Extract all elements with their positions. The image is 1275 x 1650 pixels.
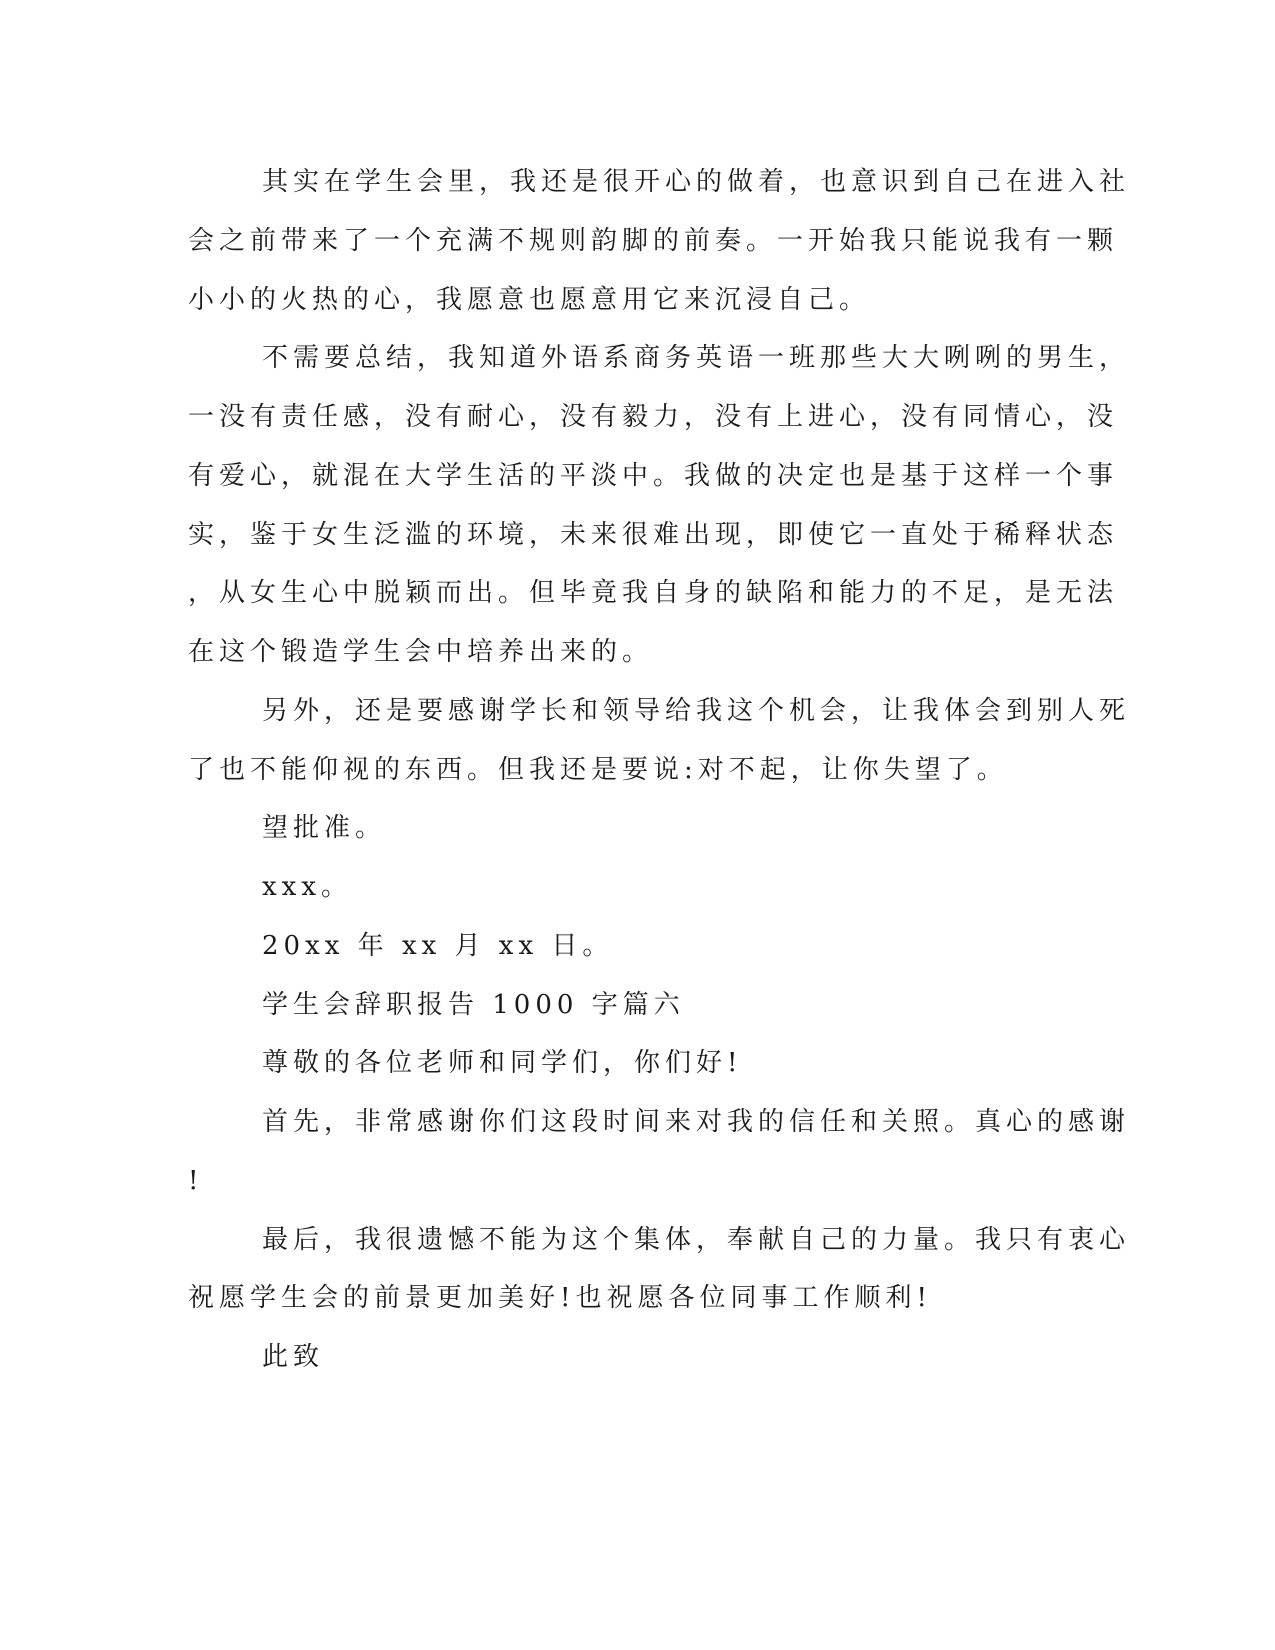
text-line: 会之前带来了一个充满不规则韵脚的前奏。一开始我只能说我有一颗 [188,226,1119,256]
date-line: 20xx 年 xx 月 xx 日。 [262,931,614,961]
text-line: 一没有责任感，没有耐心，没有毅力，没有上进心，没有同情心，没 [188,402,1119,432]
text-line: xxx。 [262,872,352,902]
text-line: 了也不能仰视的东西。但我还是要说:对不起，让你失望了。 [188,755,1008,785]
text-line: 祝愿学生会的前景更加美好!也祝愿各位同事工作顺利! [188,1283,932,1313]
text-line: 实，鉴于女生泛滥的环境，未来很难出现，即使它一直处于稀释状态 [188,520,1119,550]
text-line: ! [188,1166,204,1196]
salutation: 尊敬的各位老师和同学们，你们好! [262,1048,743,1078]
section-title: 学生会辞职报告 1000 字篇六 [262,990,685,1020]
text-line: 最后，我很遗憾不能为这个集体，奉献自己的力量。我只有衷心 [262,1225,1131,1255]
text-line: 另外，还是要感谢学长和领导给我这个机会，让我体会到别人死 [262,696,1131,726]
text-line: 有爱心，就混在大学生活的平淡中。我做的决定也是基于这样一个事 [188,461,1119,491]
closing-line: 此致 [262,1342,325,1372]
text-line: 小小的火热的心，我愿意也愿意用它来沉浸自己。 [188,285,871,315]
text-line: 在这个锻造学生会中培养出来的。 [188,637,654,667]
text-line: 不需要总结，我知道外语系商务英语一班那些大大咧咧的男生， [262,343,1131,373]
text-line: ，从女生心中脱颖而出。但毕竟我自身的缺陷和能力的不足，是无法 [188,578,1119,608]
text-line: 望批准。 [262,813,387,843]
text-line: 其实在学生会里，我还是很开心的做着，也意识到自己在进入社 [262,167,1131,197]
text-line: 首先，非常感谢你们这段时间来对我的信任和关照。真心的感谢 [262,1107,1131,1137]
